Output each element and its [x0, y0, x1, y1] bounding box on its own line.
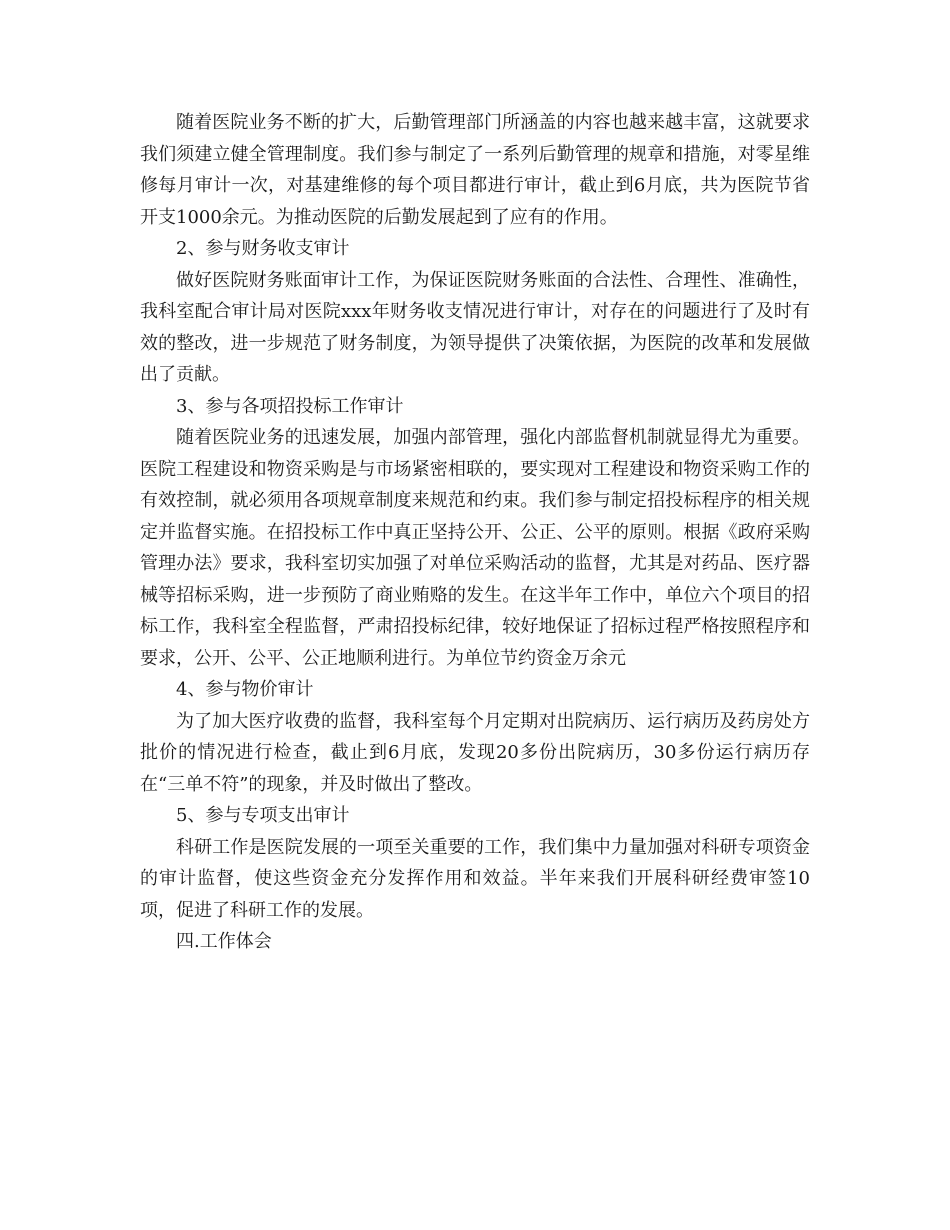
heading-tender-audit: 3、参与各项招投标工作审计: [176, 395, 404, 417]
paragraph-special-expense-audit: 科研工作是医院发展的一项至关重要的工作，我们集中力量加强对科研专项资金的审计监督，使这些资金充分发挥作用和效益。半年来我们开展科研经费审签10项，促进了科研工作的发展。: [140, 836, 810, 921]
paragraph-logistics-audit: 随着医院业务不断的扩大，后勤管理部门所涵盖的内容也越来越丰富，这就要求我们须建立健全管理制度。我们参与制定了一系列后勤管理的规章和措施，对零星维修每月审计一次，对基建维修的每个项目都进行审计，截止到6月底，共为医院节省开支1000余元。为推动医院的后勤发展起到了应有的作用。: [140, 112, 810, 228]
paragraph-price-audit: 为了加大医疗收费的监督，我科室每个月定期对出院病历、运行病历及药房处方批价的情况进行检查，截止到6月底，发现20多份出院病历，30多份运行病历存在“三单不符”的现象，并及时做出了整改。: [140, 710, 810, 795]
paragraph-finance-audit: 做好医院财务账面审计工作，为保证医院财务账面的合法性、合理性、准确性，我科室配合审计局对医院xxx年财务收支情况进行审计，对存在的问题进行了及时有效的整改，进一步规范了财务制度，为领导提供了决策依据，为医院的改革和发展做出了贡献。: [140, 269, 810, 385]
heading-price-audit: 4、参与物价审计: [176, 679, 314, 700]
heading-special-expense-audit: 5、参与专项支出审计: [176, 805, 350, 826]
heading-work-experience: 四.工作体会: [176, 931, 272, 952]
paragraph-tender-audit: 随着医院业务的迅速发展，加强内部管理，强化内部监督机制就显得尤为重要。医院工程建设和物资采购是与市场紧密相联的，要实现对工程建设和物资采购工作的有效控制，就必须用各项规章制度来规范和约束。我们参与制定招投标程序的相关规定并监督实施。在招投标工作中真正坚持公开、公正、公平的原则。根据《政府采购管理办法》要求，我科室切实加强了对单位采购活动的监督，尤其是对药品、医疗器械等招标采购，进一步预防了商业贿赂的发生。在这半年工作中，单位六个项目的招标工作，我科室全程监督，严肃招投标纪律，较好地保证了招标过程严格按照程序和要求，公开、公平、公正地顺利进行。为单位节约资金万余元: [140, 427, 810, 669]
heading-finance-audit: 2、参与财务收支审计: [176, 238, 350, 259]
